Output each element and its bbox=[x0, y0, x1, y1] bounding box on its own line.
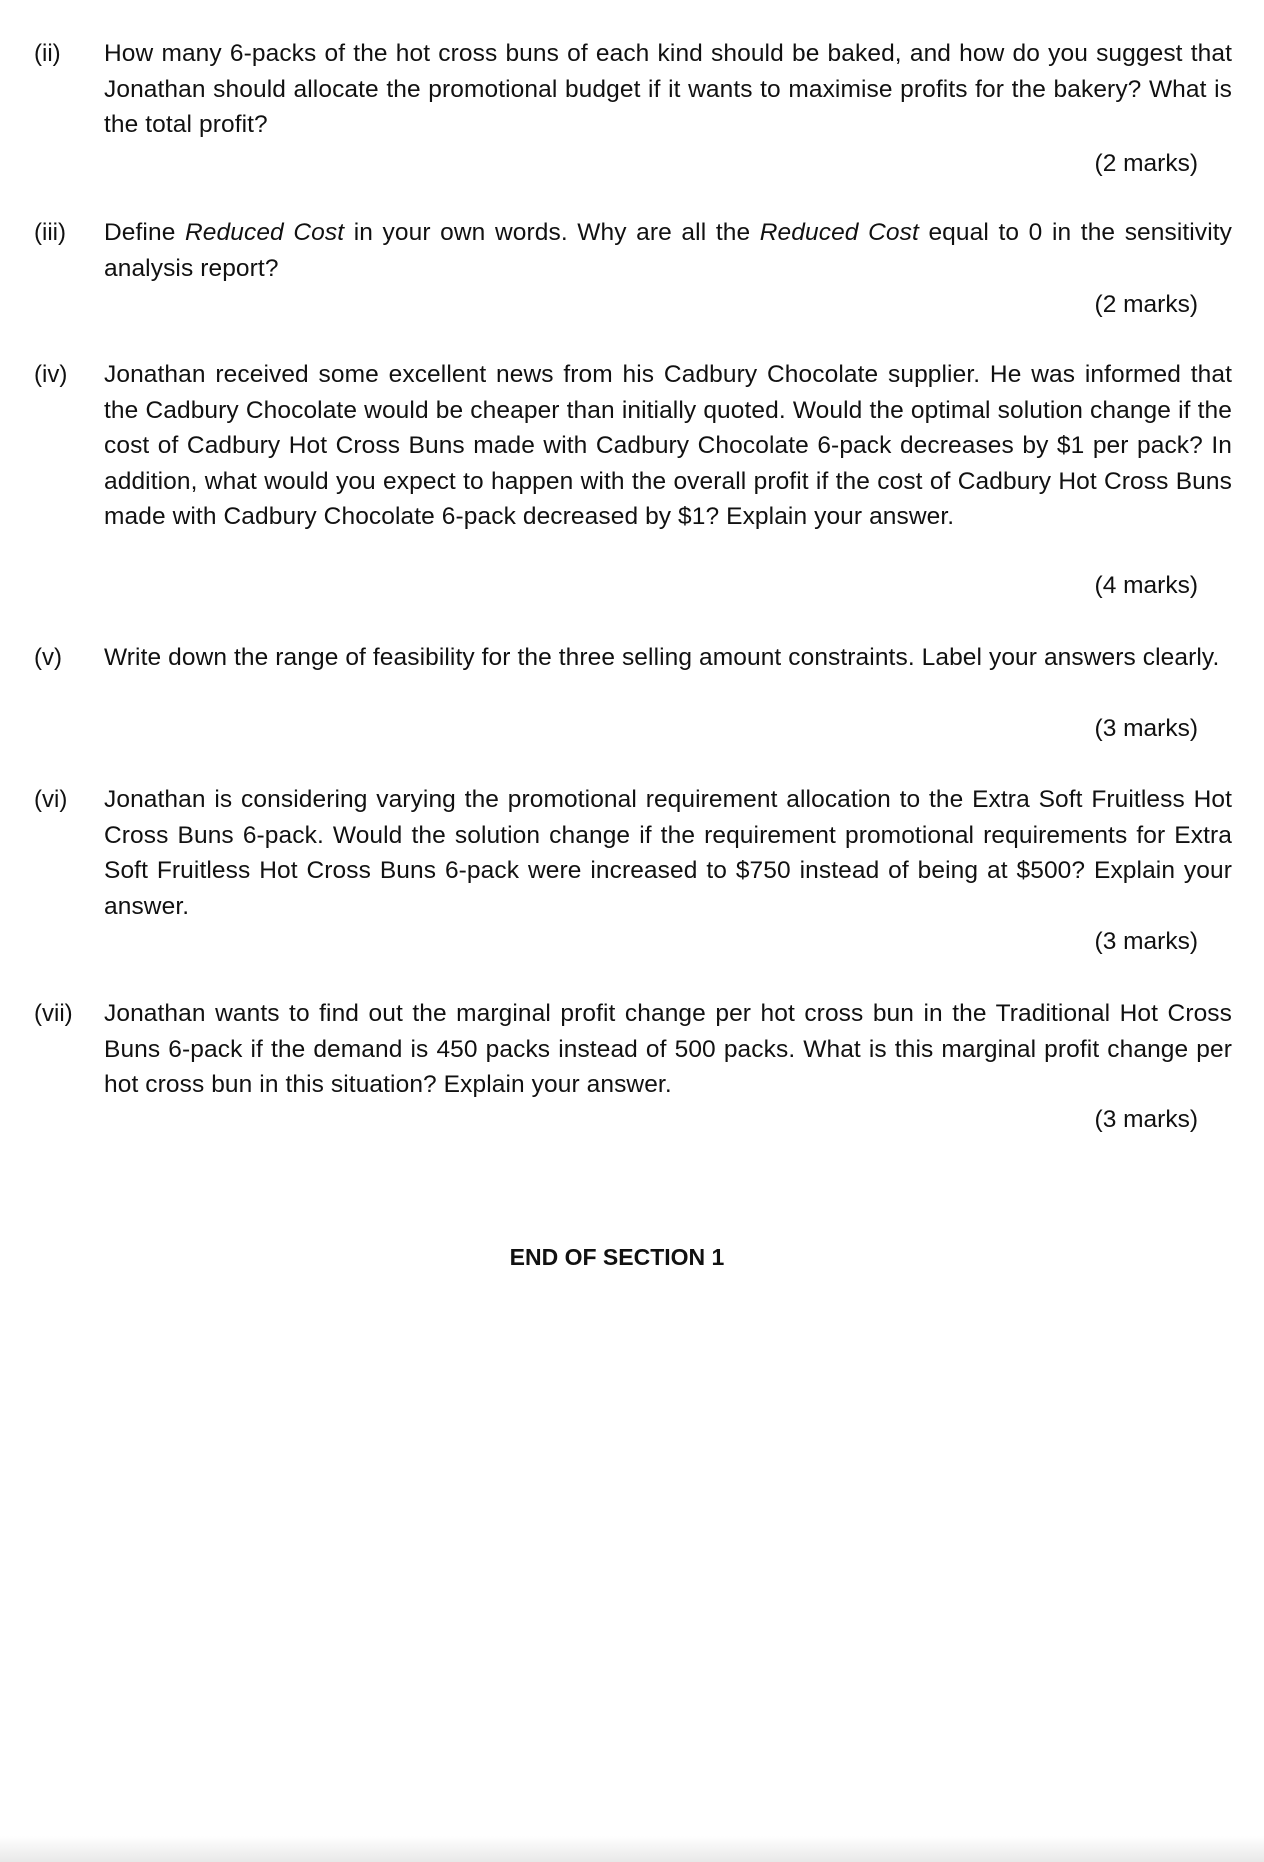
marks-label: (3 marks) bbox=[1094, 928, 1198, 955]
marks-label: (4 marks) bbox=[1094, 572, 1198, 599]
question-text: Jonathan received some excellent news from his Cadbury Chocolate supplier. He was informed that the Cadbury Chocolate would be cheaper than initially quoted. Would the optimal solution change if the cost of Cadbury Hot Cross Buns made with Cadbury Chocolate 6-pack decreases by $1 per pack? In addition, what would you expect to happen with the overall profit if the cost of Cadbury Hot Cross Buns made with Cadbury Chocolate 6-pack decreased by $1? Explain your answer. bbox=[104, 361, 1232, 530]
question-number: (iv) bbox=[34, 361, 68, 388]
page-edge-shadow bbox=[0, 1836, 1264, 1862]
question-number: (vii) bbox=[34, 1000, 73, 1027]
term-reduced-cost: Reduced Cost bbox=[759, 219, 919, 246]
question-vi bbox=[34, 782, 1232, 962]
question-text-part: in your own words. Why are all the bbox=[344, 219, 760, 246]
question-text-part: Define bbox=[104, 219, 185, 246]
term-reduced-cost: Reduced Cost bbox=[185, 219, 345, 246]
question-text bbox=[104, 215, 1232, 286]
question-number: (vi) bbox=[34, 786, 68, 813]
question-v bbox=[34, 640, 1220, 750]
question-iii bbox=[34, 215, 1233, 325]
question-text-part: equal to 0 in the sensitivity analysis report? bbox=[104, 219, 1233, 282]
marks-label: (2 marks) bbox=[1094, 150, 1198, 177]
question-ii bbox=[34, 36, 1232, 186]
question-text: Jonathan wants to find out the marginal profit change per hot cross bun in the Traditional Hot Cross Buns 6-pack if the demand is 450 packs instead of 500 packs. What is this marginal profit change per hot cross bun in this situation? Explain your answer. bbox=[104, 1000, 1232, 1098]
question-text: Jonathan is considering varying the promotional requirement allocation to the Extra Soft Fruitless Hot Cross Buns 6-pack. Would the solution change if the requirement promotional requirements for Extra Soft Fruitless Hot Cross Buns 6-pack were increased to $750 instead of being at $500? Explain your answer. bbox=[104, 786, 1232, 920]
question-text: How many 6-packs of the hot cross buns of each kind should be baked, and how do you suggest that Jonathan should allocate the promotional budget if it wants to maximise profits for the bakery? What is the total profit? bbox=[104, 40, 1232, 138]
marks-label: (3 marks) bbox=[1094, 1106, 1198, 1133]
question-number: (iii) bbox=[34, 219, 66, 246]
question-vii bbox=[34, 996, 1232, 1146]
marks-label: (2 marks) bbox=[1094, 291, 1198, 318]
end-of-section-label: END OF SECTION 1 bbox=[509, 1244, 725, 1270]
question-text: Write down the range of feasibility for the three selling amount constraints. Label your answers clearly. bbox=[104, 644, 1220, 671]
marks-label: (3 marks) bbox=[1094, 715, 1198, 742]
question-iv bbox=[34, 357, 1232, 607]
question-number: (ii) bbox=[34, 40, 61, 67]
question-number: (v) bbox=[34, 644, 62, 671]
